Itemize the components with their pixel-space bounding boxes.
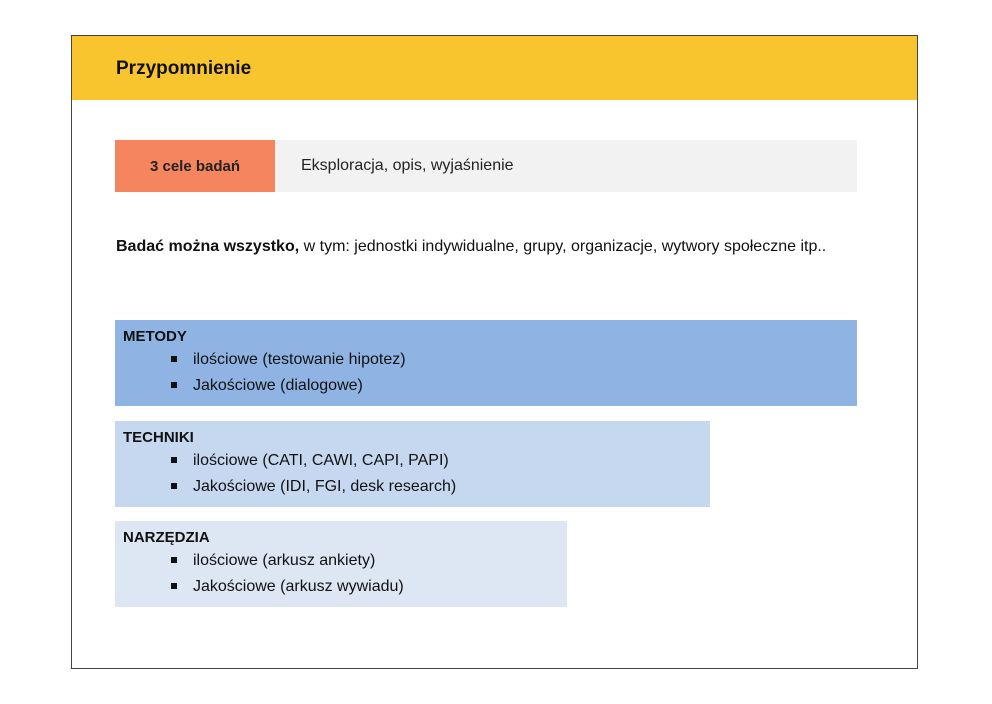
square-bullet-icon [171, 583, 177, 589]
narzedzia-title: NARZĘDZIA [123, 529, 210, 546]
narzedzia-box [115, 521, 567, 607]
metody-list [123, 347, 857, 399]
slide [71, 35, 918, 669]
square-bullet-icon [171, 557, 177, 563]
square-bullet-icon [171, 382, 177, 388]
slide-title: Przypomnienie [116, 58, 252, 79]
intro-bold: Badać można wszystko, [116, 238, 300, 255]
metody-title: METODY [123, 328, 187, 345]
list-item: ilościowe (testowanie hipotez) [171, 347, 857, 373]
square-bullet-icon [171, 483, 177, 489]
list-item: Jakościowe (IDI, FGI, desk research) [171, 474, 710, 500]
square-bullet-icon [171, 356, 177, 362]
list-item: Jakościowe (dialogowe) [171, 373, 857, 399]
square-bullet-icon [171, 457, 177, 463]
list-item: ilościowe (CATI, CAWI, CAPI, PAPI) [171, 448, 710, 474]
techniki-list [123, 448, 710, 500]
header-bar [72, 36, 917, 100]
techniki-title: TECHNIKI [123, 429, 194, 446]
list-item: Jakościowe (arkusz wywiadu) [171, 574, 567, 600]
intro-paragraph [116, 234, 876, 259]
goals-value: Eksploracja, opis, wyjaśnienie [301, 157, 514, 174]
intro-rest: w tym: jednostki indywidualne, grupy, organizacje, wytwory społeczne itp.. [299, 238, 827, 255]
metody-box [115, 320, 857, 406]
techniki-box [115, 421, 710, 507]
goals-row [115, 140, 857, 192]
goals-label: 3 cele badań [115, 140, 275, 192]
narzedzia-list [123, 548, 567, 600]
list-item: ilościowe (arkusz ankiety) [171, 548, 567, 574]
